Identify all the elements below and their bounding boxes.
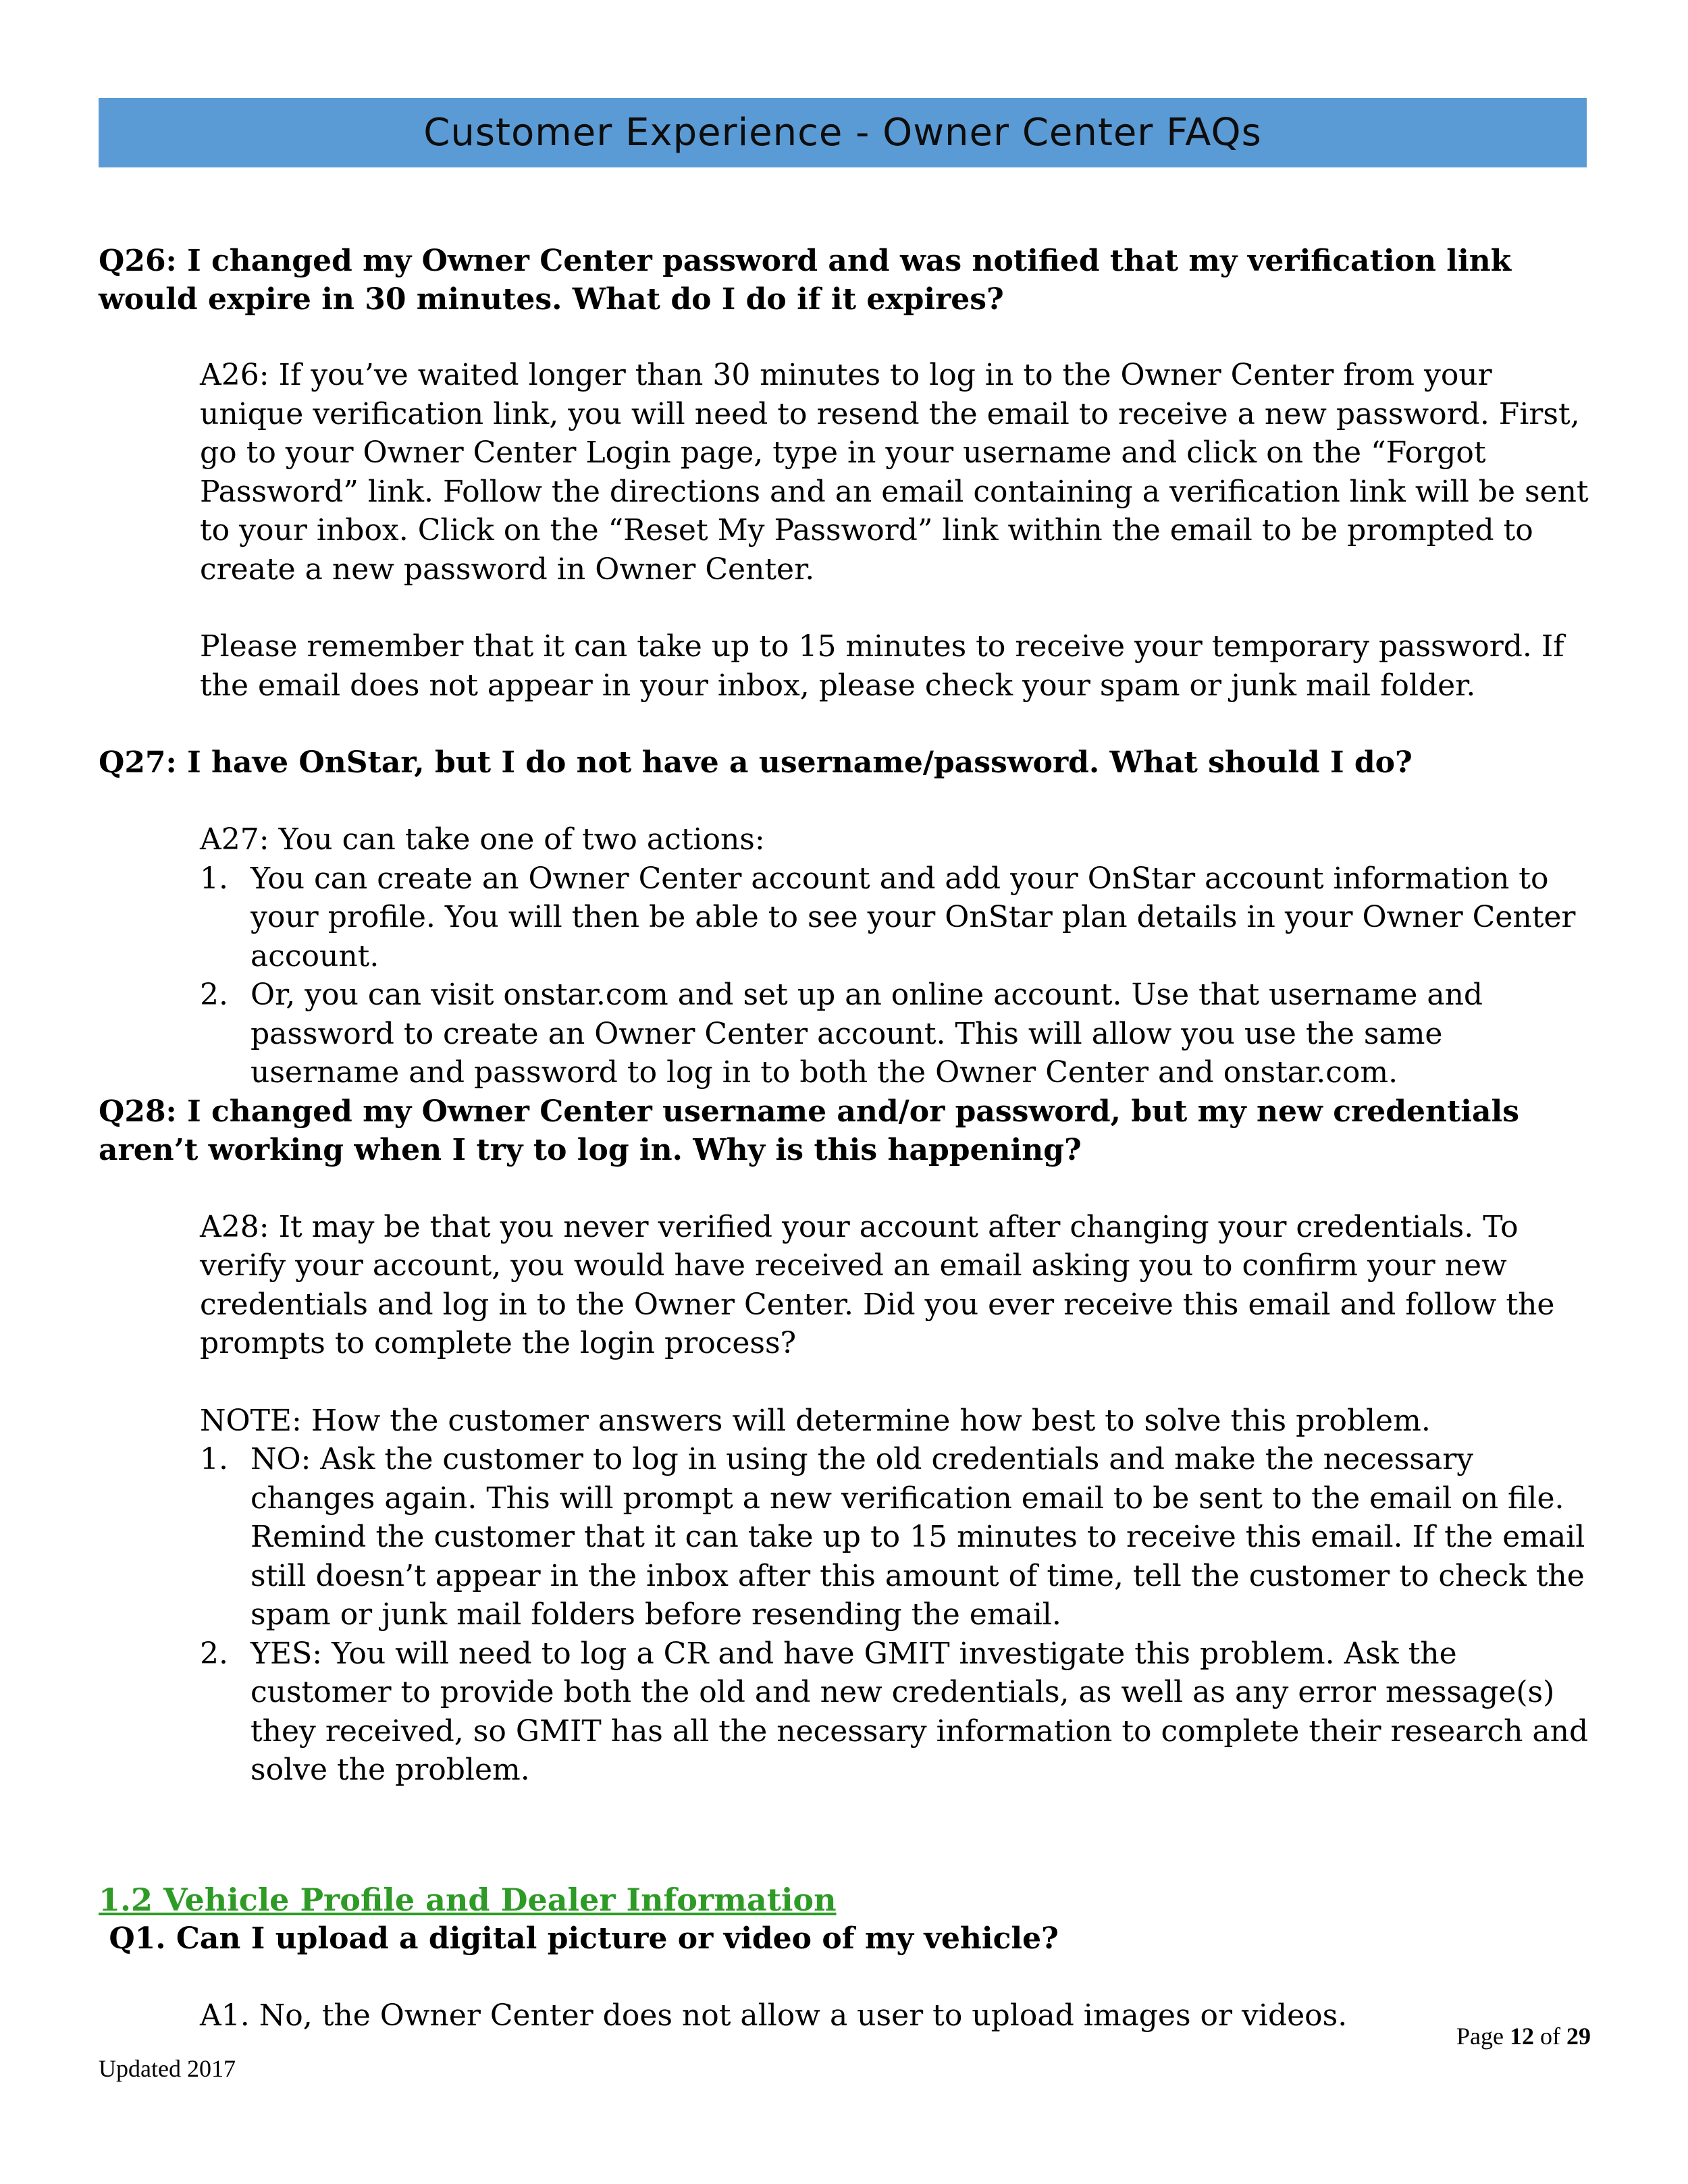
question-q28: Q28: I changed my Owner Center username and/or password, but my new credentials aren’t working when I try to log in. Why is this happening? (99, 1094, 1519, 1167)
list-item (200, 859, 1594, 976)
document-body (99, 242, 1594, 2035)
answer-section-a1-text: A1. No, the Owner Center does not allow a user to upload images or videos. (200, 1998, 1348, 2033)
answer-a26-paragraph-1: A26: If you’ve waited longer than 30 minutes to log in to the Owner Center from your unique verification link, you will need to resend the email to receive a new password. First, go to your Owner Center Login page, type in your username and click on the “Forgot Password” link. Follow the directions and an email containing a verification link will be sent to your inbox. Click on the “Reset My Password” link within the email to be prompted to create a new password in Owner Center. (200, 358, 1589, 587)
list-item-number: 1. (200, 1442, 228, 1476)
page-prefix: Page (1456, 2023, 1510, 2050)
question-q27: Q27: I have OnStar, but I do not have a username/password. What should I do? (99, 745, 1413, 780)
updated-note: Updated 2017 (99, 2055, 236, 2082)
answer-section-a1 (200, 1996, 1594, 2035)
answer-a27-intro: A27: You can take one of two actions: (200, 822, 765, 857)
list-item (200, 976, 1594, 1092)
question-section-q1: Q1. Can I upload a digital picture or video of my vehicle? (99, 1921, 1059, 1956)
page-of: of (1534, 2023, 1566, 2050)
answer-a27-list (200, 859, 1594, 1092)
section-heading-link[interactable]: 1.2 Vehicle Profile and Dealer Information (99, 1881, 837, 1918)
answer-a28-list (200, 1440, 1594, 1790)
list-item-text: You can create an Owner Center account and add your OnStar account information to your profile. You will then be able to see your OnStar plan details in your Owner Center account. (250, 861, 1576, 974)
answer-a27 (200, 820, 1594, 1092)
list-item-number: 2. (200, 978, 228, 1012)
answer-a28-paragraph: A28: It may be that you never verified your account after changing your credentials. To verify your account, you would have received an email asking you to confirm your new credentials and log in to the Owner Center. Did you ever receive this email and follow the prompts to complete the login process? (200, 1209, 1555, 1360)
answer-a28-note: NOTE: How the customer answers will determine how best to solve this problem. (200, 1403, 1431, 1438)
answer-a26-paragraph-2: Please remember that it can take up to 15 minutes to receive your temporary password. If the email does not appear in your inbox, please check your spam or junk mail folder. (200, 629, 1564, 703)
page-title: Customer Experience - Owner Center FAQs (423, 111, 1262, 155)
list-item-text: Or, you can visit onstar.com and set up an online account. Use that username and password to create an Owner Center account. This will allow you use the same username and password to log in to both the Owner Center and onstar.com. (250, 978, 1483, 1090)
header-bar (99, 98, 1587, 167)
answer-a28 (200, 1208, 1594, 1790)
list-item-number: 1. (200, 861, 228, 896)
question-q26: Q26: I changed my Owner Center password and was notified that my verification link would expire in 30 minutes. What do I do if it expires? (99, 244, 1512, 317)
list-item (200, 1440, 1594, 1634)
list-item-text: YES: You will need to log a CR and have GMIT investigate this problem. Ask the customer to provide both the old and new credentials, as well as any error message(s) they received, so GMIT has all the necessary information to complete their research and solve the problem. (250, 1636, 1589, 1787)
page-total: 29 (1566, 2023, 1591, 2050)
list-item-text: NO: Ask the customer to log in using the old credentials and make the necessary changes again. This will prompt a new verification email to be sent to the email on file. Remind the customer that it can take up to 15 minutes to receive this email. If the email still doesn’t appear in the inbox after this amount of time, tell the customer to check the spam or junk mail folders before resending the email. (250, 1442, 1585, 1632)
page-current: 12 (1510, 2023, 1534, 2050)
page-number (1456, 2022, 1591, 2050)
list-item (200, 1634, 1594, 1790)
answer-a26 (200, 356, 1594, 705)
list-item-number: 2. (200, 1636, 228, 1671)
